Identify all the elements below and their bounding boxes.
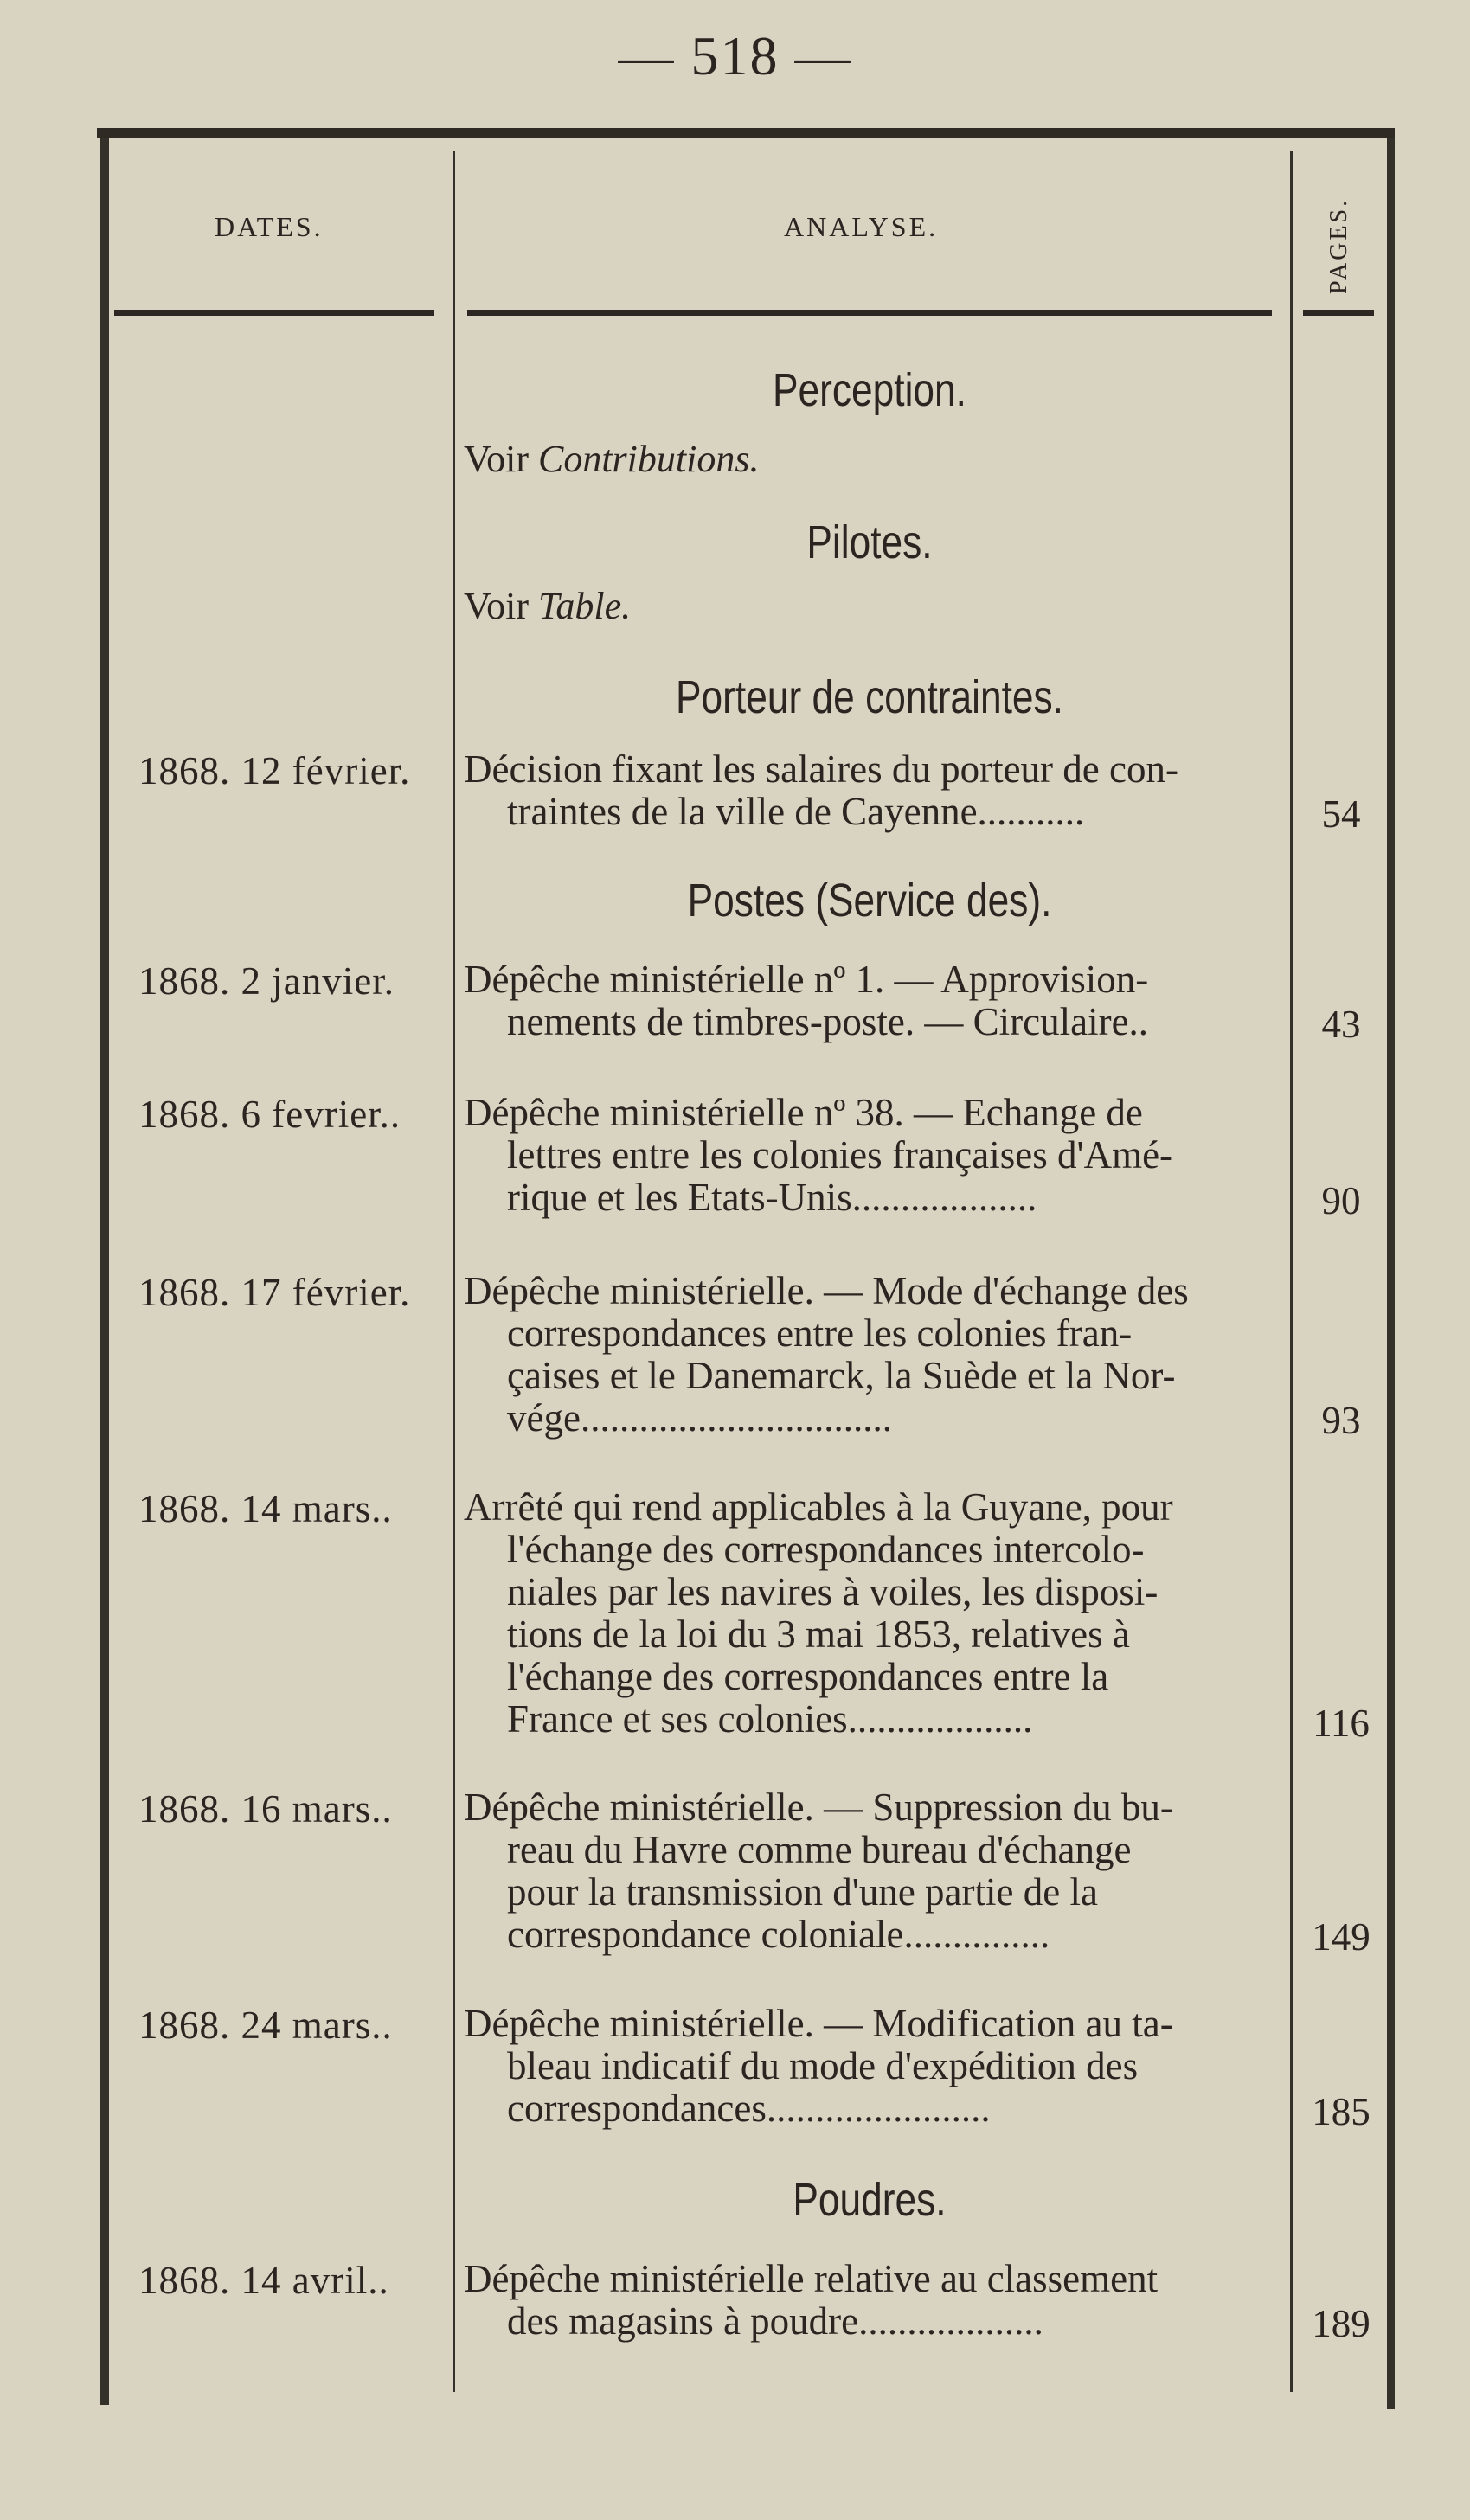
header-rule-analyse — [467, 310, 1272, 316]
entry-page: 149 — [1312, 1915, 1371, 1959]
entry-line: correspondances....................... — [507, 2087, 991, 2130]
entry-line: reau du Havre comme bureau d'échange — [507, 1829, 1132, 1871]
entry-line: France et ses colonies................... — [507, 1698, 1033, 1741]
entry-line: lettres entre les colonies françaises d'Amé- — [507, 1134, 1173, 1177]
entry-line: Décision fixant les salaires du porteur de con- — [464, 748, 1178, 791]
entry-page: 93 — [1321, 1399, 1361, 1442]
entry-line: correspondances entre les colonies fran- — [507, 1312, 1133, 1355]
see-also-reference: Table. — [537, 585, 632, 627]
entry-line: bleau indicatif du mode d'expédition des — [507, 2045, 1139, 2087]
entry-line: Dépêche ministérielle. — Mode d'échange des — [464, 1270, 1189, 1312]
entry-line: correspondance coloniale............... — [507, 1914, 1050, 1956]
entry-line: Dépêche ministérielle. — Modification au ta- — [464, 2003, 1173, 2045]
entry-date: 1868. 6 fevrier.. — [138, 1093, 401, 1136]
section-title-porteur: Porteur de contraintes. — [676, 671, 1063, 723]
entry-line: nements de timbres-poste. — Circulaire.. — [507, 1001, 1149, 1043]
see-also-pilotes — [464, 584, 631, 628]
entry-date: 1868. 17 février. — [138, 1271, 411, 1314]
page-number: — 518 — — [618, 25, 852, 87]
entry-page: 43 — [1321, 1003, 1361, 1046]
entry-page: 185 — [1312, 2090, 1371, 2133]
entry-date: 1868. 12 février. — [138, 749, 411, 792]
entry-line: traintes de la ville de Cayenne........... — [507, 791, 1085, 833]
entry-text — [464, 748, 1281, 833]
entry-line: Dépêche ministérielle nº 1. — Approvision- — [464, 959, 1149, 1001]
column-divider-dates — [453, 151, 455, 2392]
entry-line: des magasins à poudre................... — [507, 2300, 1043, 2343]
entry-date: 1868. 24 mars.. — [138, 2004, 393, 2047]
entry-line: l'échange des correspondances entre la — [507, 1656, 1109, 1698]
entry-line: Dépêche ministérielle. — Suppression du bu- — [464, 1786, 1173, 1829]
entry-line: l'échange des correspondances intercolo- — [507, 1529, 1145, 1571]
header-pages: PAGES. — [1326, 197, 1352, 294]
entry-text — [464, 1786, 1281, 1956]
entry-date: 1868. 16 mars.. — [138, 1787, 393, 1831]
entry-text — [464, 959, 1281, 1043]
header-dates: DATES. — [215, 211, 324, 242]
entry-date: 1868. 2 janvier. — [138, 959, 395, 1003]
entry-line: çaises et le Danemarck, la Suède et la Nor- — [507, 1355, 1176, 1397]
entry-text — [464, 2003, 1281, 2130]
header-analyse: ANALYSE. — [784, 211, 939, 242]
entry-line: niales par les navires à voiles, les disposi- — [507, 1571, 1159, 1613]
header-rule-pages — [1303, 310, 1374, 316]
table-left-rule — [100, 138, 109, 2405]
see-also-perception — [464, 437, 759, 481]
table-top-rule — [97, 128, 1395, 138]
entry-line: pour la transmission d'une partie de la — [507, 1871, 1098, 1914]
entry-page: 90 — [1321, 1179, 1361, 1222]
column-divider-pages — [1290, 151, 1293, 2392]
section-title-poudres: Poudres. — [793, 2174, 947, 2226]
table-right-rule — [1387, 138, 1395, 2409]
see-also-reference: Contributions. — [537, 438, 760, 480]
section-title-perception: Perception. — [772, 364, 966, 416]
entry-date: 1868. 14 avril.. — [138, 2259, 389, 2302]
entry-line: rique et les Etats-Unis................... — [507, 1177, 1037, 1219]
entry-page: 189 — [1312, 2302, 1371, 2345]
section-title-pilotes: Pilotes. — [806, 516, 933, 568]
entry-date: 1868. 14 mars.. — [138, 1487, 393, 1530]
entry-line: vége................................ — [507, 1397, 892, 1440]
section-title-postes: Postes (Service des). — [687, 875, 1052, 927]
entry-text — [464, 1092, 1281, 1219]
see-also-label: Voir — [464, 585, 529, 627]
entry-line: Dépêche ministérielle nº 38. — Echange de — [464, 1092, 1143, 1134]
entry-line: Dépêche ministérielle relative au classement — [464, 2258, 1159, 2300]
entry-text — [464, 1270, 1281, 1440]
entry-page: 54 — [1321, 792, 1361, 836]
header-rule-dates — [114, 310, 434, 316]
entry-text — [464, 1486, 1281, 1741]
entry-page: 116 — [1313, 1702, 1370, 1745]
entry-line: tions de la loi du 3 mai 1853, relatives à — [507, 1613, 1130, 1656]
entry-text — [464, 2258, 1281, 2343]
entry-line: Arrêté qui rend applicables à la Guyane, pour — [464, 1486, 1173, 1529]
see-also-label: Voir — [464, 438, 529, 480]
